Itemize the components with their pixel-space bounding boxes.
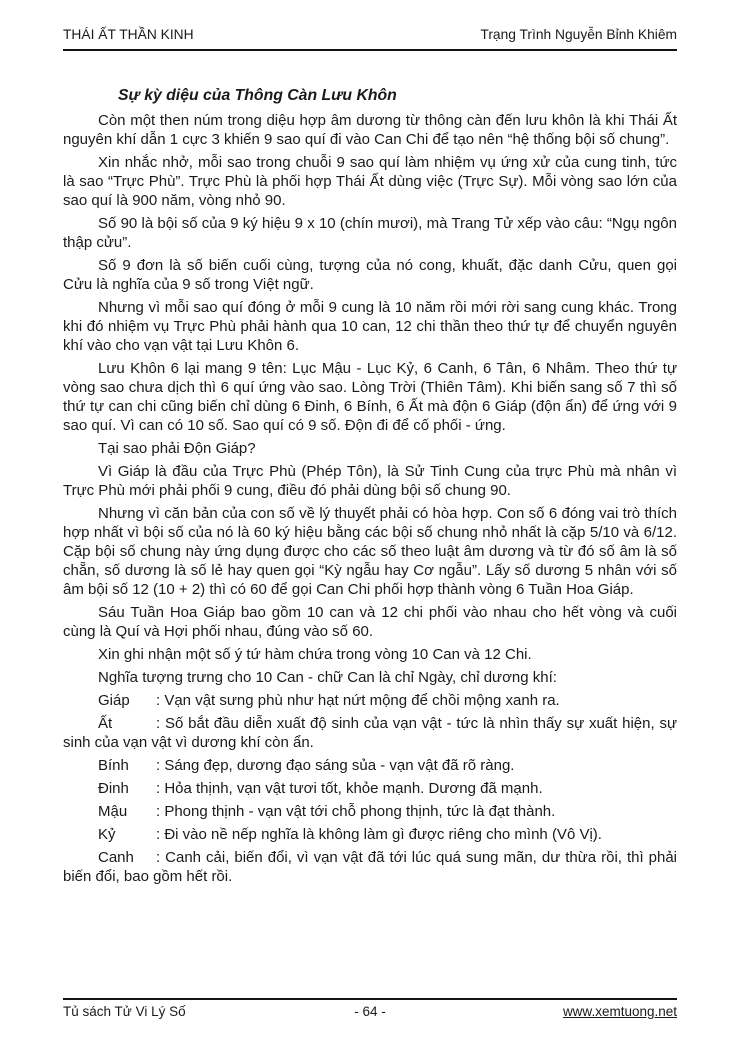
can-definition-text: : Sáng đẹp, dương đạo sáng sủa - vạn vật đã rõ ràng. — [156, 757, 515, 774]
can-definition-dinh — [63, 779, 677, 798]
can-definition-text: : Vạn vật sưng phù như hạt nứt mộng để chồi mộng xanh ra. — [156, 692, 560, 709]
body-paragraph: Số 9 đơn là số biến cuối cùng, tượng của nó cong, khuất, đặc danh Cửu, quen gọi Cửu là nghĩa của 9 số trong Việt ngữ. — [63, 257, 677, 293]
can-definition-binh — [63, 756, 677, 775]
can-term: Ất — [98, 715, 113, 732]
body-paragraph: Sáu Tuần Hoa Giáp bao gồm 10 can và 12 chi phối vào nhau cho hết vòng và cuối cùng là Quí và Hợi phối nhau, đúng vào số 60. — [63, 604, 677, 640]
page-header — [63, 27, 677, 51]
footer-page-number: - 64 - — [354, 1004, 386, 1019]
body-paragraph: Xin nhắc nhở, mỗi sao trong chuỗi 9 sao quí làm nhiệm vụ ứng xử của cung tinh, tức là sao “Trực Phù”. Trực Phù là phối hợp Thái Ất dùng việc (Trực Sự). Mỗi vòng sao lớn của sao quí là 900 năm, vòng nhỏ 90. — [63, 154, 677, 209]
can-term: Canh — [98, 849, 134, 866]
body-paragraph: Nghĩa tượng trưng cho 10 Can - chữ Can là chỉ Ngày, chỉ dương khí: — [98, 669, 557, 686]
body-paragraph: Tại sao phải Độn Giáp? — [98, 440, 256, 457]
body-paragraph: Xin ghi nhận một số ý tứ hàm chứa trong vòng 10 Can và 12 Chi. — [98, 646, 532, 663]
can-term: Bính — [98, 757, 129, 774]
can-definition-giap — [63, 691, 677, 710]
can-definition-text: : Canh cải, biến đổi, vì vạn vật đã tới lúc quá sung mãn, dư thừa rồi, thì phải biến đổi, bao gồm hết rồi. — [63, 849, 677, 885]
header-book-title: THÁI ẤT THẦN KINH — [63, 27, 194, 42]
can-definition-at — [63, 714, 677, 752]
header-author: Trạng Trình Nguyễn Bỉnh Khiêm — [480, 27, 677, 42]
section-title: Sự kỳ diệu của Thông Càn Lưu Khôn — [118, 87, 397, 104]
can-term: Đinh — [98, 780, 129, 797]
can-definition-mau — [63, 802, 677, 821]
can-definition-text: : Hỏa thịnh, vạn vật tươi tốt, khỏe mạnh. Dương đã mạnh. — [156, 780, 543, 797]
can-definition-ky — [63, 825, 677, 844]
can-definition-text: : Đi vào nề nếp nghĩa là không làm gì được riêng cho mình (Vô Vị). — [156, 826, 602, 843]
body-paragraph: Vì Giáp là đầu của Trực Phù (Phép Tôn), là Sử Tinh Cung của trực Phù mà nhân vì Trực Phù mới phải phối 9 cung, điều đó phải dùng bội số chung 90. — [63, 463, 677, 499]
body-paragraph: Nhưng vì mỗi sao quí đóng ở mỗi 9 cung là 10 năm rồi mới rời sang cung khác. Trong khi đó nhiệm vụ Trực Phù phải hành qua 10 can, 12 chi thần theo thứ tự để chuyển nguyên khí vào cho vạn vật tại Lưu Khôn 6. — [63, 299, 677, 354]
body-paragraph: Số 90 là bội số của 9 ký hiệu 9 x 10 (chín mươi), mà Trang Tử xếp vào câu: “Ngụ ngôn thập cửu”. — [63, 215, 677, 251]
can-definition-canh — [63, 848, 677, 886]
footer-series-title: Tủ sách Tử Vi Lý Số — [63, 1004, 186, 1019]
body-paragraph: Còn một then núm trong diệu hợp âm dương từ thông càn đến lưu khôn là khi Thái Ất nguyên khí dẫn 1 cực 3 khiến 9 sao quí đi vào Can Chi để tạo nên “hệ thống bội số chung”. — [63, 112, 677, 148]
page-body — [63, 86, 677, 890]
can-definition-text: : Phong thịnh - vạn vật tới chỗ phong thịnh, tức là đạt thành. — [156, 803, 556, 820]
footer-website-link[interactable]: www.xemtuong.net — [562, 1004, 677, 1019]
can-definition-text: : Số bắt đầu diễn xuất độ sinh của vạn vật - tức là nhìn thấy sự xuất hiện, sự sinh của vạn vật vì dương khí còn ẩn. — [63, 715, 677, 751]
can-term: Giáp — [98, 692, 130, 709]
body-paragraph: Lưu Khôn 6 lại mang 9 tên: Lục Mậu - Lục Kỷ, 6 Canh, 6 Tân, 6 Nhâm. Theo thứ tự vòng sao chưa dịch thì 6 quí ứng vào sao. Lòng Trời (Thiên Tâm). Khi biến sang số 7 thì số thứ tự can chi cũng biến chỉ dùng 6 Đinh, 6 Bính, 6 Ất mà độn 6 Giáp (độn ẩn) để ứng với 9 sao quí. Vì can có 10 số. Sao quí có 9 số. Độn đi để cố phối - ứng. — [63, 360, 677, 434]
can-term: Kỷ — [98, 826, 116, 843]
page-footer — [63, 998, 677, 1020]
body-paragraph: Nhưng vì căn bản của con số về lý thuyết phải có hòa hợp. Con số 6 đóng vai trò thích hợp nhất vì bội số của nó là 60 ký hiệu bằng các bội số chung nhỏ nhất là cặp 5/10 và 6/12. Cặp bội số chung này ứng dụng được cho các số theo luật âm dương và từ đó số âm là số chẵn, số dương là số lẻ hay quen gọi “Kỳ ngẫu hay Cơ ngẫu”. Lấy số dương 5 nhân với số âm bội số 12 (10 + 2) thì có 60 để gọi Can Chi phối hợp thành vòng 6 Tuần Hoa Giáp. — [63, 505, 677, 598]
can-term: Mậu — [98, 803, 128, 820]
